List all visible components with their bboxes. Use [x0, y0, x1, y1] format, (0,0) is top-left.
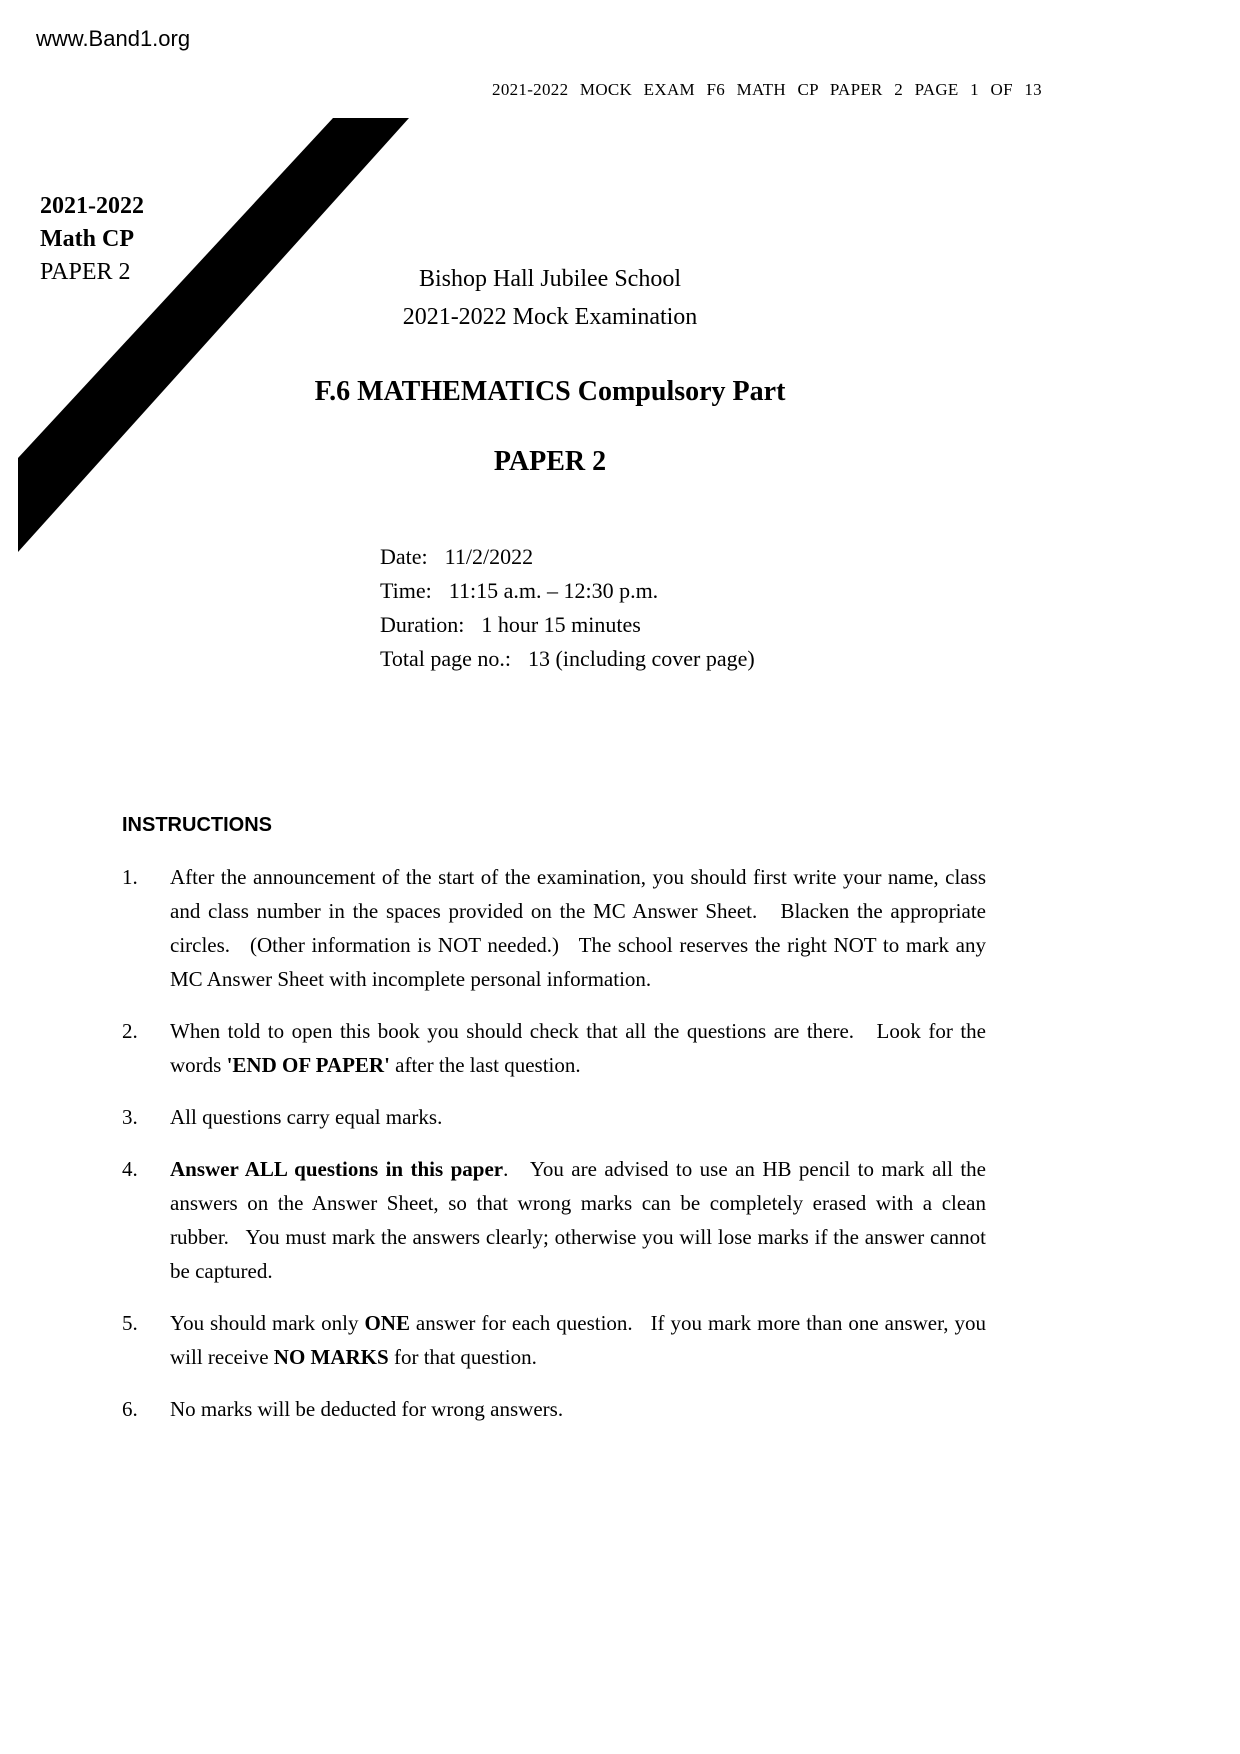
instruction-number: 2. [122, 1019, 138, 1043]
instruction-item [122, 1392, 986, 1426]
subject-title: F.6 MATHEMATICS Compulsory Part [314, 376, 786, 407]
detail-row-time [380, 574, 755, 608]
instruction-text: You should mark only ONE answer for each question. If you mark more than one answer, you will receive NO MARKS for that question. [170, 1311, 986, 1369]
instruction-number: 1. [122, 865, 138, 889]
instructions-heading: INSTRUCTIONS [122, 814, 272, 836]
instruction-text: Answer ALL questions in this paper. You are advised to use an HB pencil to mark all the answers on the Answer Sheet, so that wrong marks can be completely erased with a clean rubber. You must mark the answers clearly; otherwise you will lose marks if the answer cannot be captured. [170, 1157, 987, 1283]
instruction-number: 6. [122, 1397, 138, 1421]
instruction-text: When told to open this book you should check that all the questions are there. Look for the words 'END OF PAPER' after the last question. [170, 1019, 986, 1077]
detail-label: Duration: [380, 612, 465, 637]
exam-name: 2021-2022 Mock Examination [402, 304, 698, 330]
detail-label: Date: [380, 544, 428, 569]
instruction-item [122, 860, 986, 996]
instruction-text: All questions carry equal marks. [170, 1105, 443, 1129]
detail-row-pages [380, 642, 755, 676]
instruction-item [122, 1152, 986, 1288]
instruction-item [122, 1306, 986, 1374]
corner-label-year: 2021-2022 [40, 193, 144, 219]
detail-value: 11:15 a.m. – 12:30 p.m. [448, 578, 659, 603]
detail-row-date [380, 540, 755, 574]
instruction-number: 3. [122, 1105, 138, 1129]
detail-label: Total page no.: [380, 646, 512, 671]
detail-label: Time: [380, 578, 432, 603]
detail-value: 1 hour 15 minutes [481, 612, 641, 637]
detail-value: 13 (including cover page) [528, 646, 755, 671]
site-watermark: www.Band1.org [36, 26, 191, 51]
detail-value: 11/2/2022 [444, 544, 534, 569]
instruction-item [122, 1014, 986, 1082]
instruction-text: After the announcement of the start of the examination, you should first write your name, class and class number in the spaces provided on the MC Answer Sheet. Blacken the appropriate circles. (Other information is NOT needed.) The school reserves the right NOT to mark any MC Answer Sheet with incomplete personal information. [170, 865, 986, 991]
school-name: Bishop Hall Jubilee School [419, 266, 681, 292]
instruction-number: 4. [122, 1157, 138, 1181]
paper-title: PAPER 2 [493, 446, 607, 477]
corner-label-paper: PAPER 2 [40, 259, 131, 285]
exam-details [380, 540, 755, 676]
detail-row-duration [380, 608, 755, 642]
instructions-list [122, 860, 986, 1444]
instruction-text: No marks will be deducted for wrong answers. [170, 1397, 564, 1421]
page-header: 2021-2022 MOCK EXAM F6 MATH CP PAPER 2 PAGE 1 OF 13 [492, 80, 1042, 99]
title-block [0, 264, 1100, 480]
corner-label-subject: Math CP [40, 226, 134, 252]
instruction-number: 5. [122, 1311, 138, 1335]
instruction-item [122, 1100, 986, 1134]
